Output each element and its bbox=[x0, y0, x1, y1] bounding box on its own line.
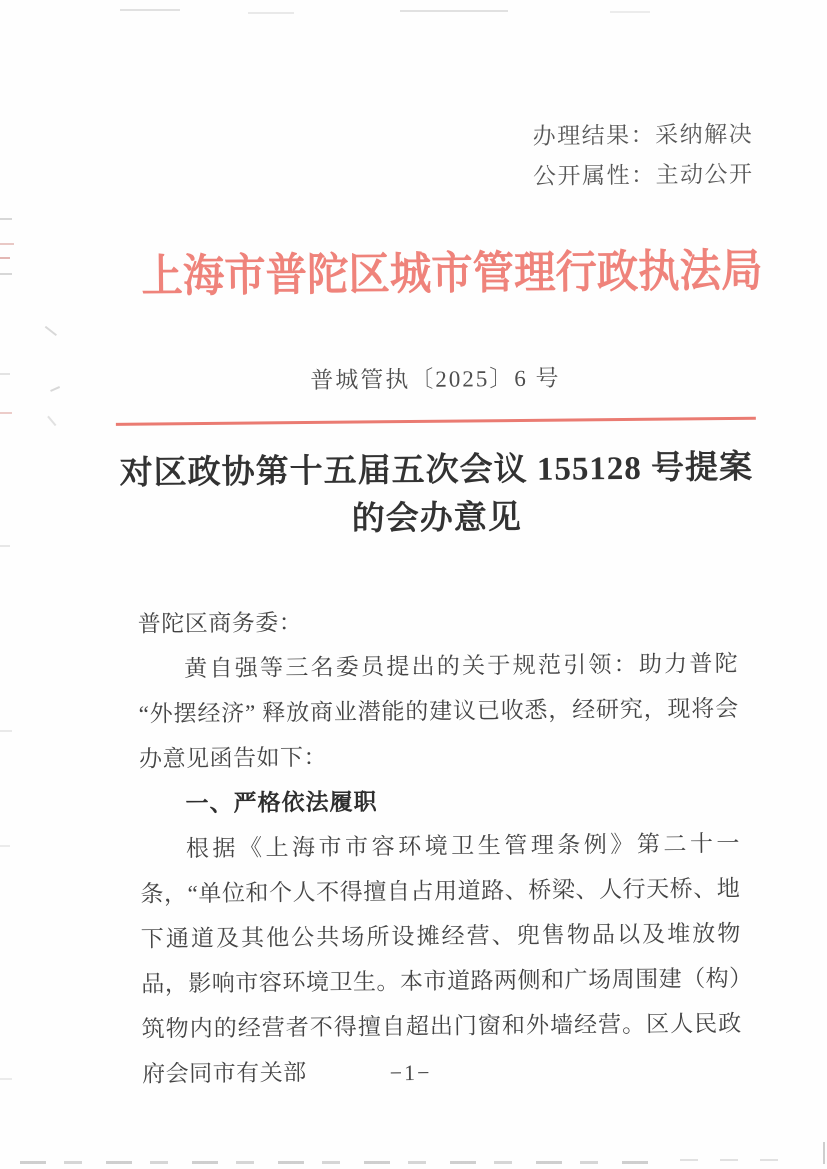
document-title-line2: 的会办意见 bbox=[351, 500, 522, 538]
red-divider-line bbox=[116, 417, 756, 426]
document-number: 普城管执〔2025〕6 号 bbox=[310, 365, 561, 394]
meta-block bbox=[113, 115, 754, 201]
page-number: −1− bbox=[389, 1059, 432, 1086]
body-paragraph: 黄自强等三名委员提出的关于规范引领：助力普陀 “外摆经济” 释放商业潜能的建议已收悉，经研究，现将会办意见函告如下： bbox=[138, 650, 739, 772]
salutation: 普陀区商务委： bbox=[137, 610, 303, 637]
publicity-attribute-line: 公开属性：主动公开 bbox=[532, 161, 754, 189]
document-title-line1: 对区政协第十五届五次会议 155128 号提案 bbox=[119, 449, 754, 492]
agency-masthead bbox=[114, 245, 763, 304]
document-title bbox=[116, 444, 757, 546]
agency-name: 上海市普陀区城市管理行政执法局 bbox=[141, 245, 763, 302]
section-heading: 一、严格依法履职 bbox=[185, 789, 378, 817]
handling-result-line: 办理结果：采纳解决 bbox=[532, 121, 754, 149]
body-paragraph: 根据《上海市市容环境卫生管理条例》第二十一条，“单位和个人不得擅自占用道路、桥梁、人行天桥、地下通道及其他公共场所设摊经营、兜售物品以及堆放物品，影响市容环境卫生。本市道路两侧和广场周围建（构）筑物内的经营者不得擅自超出门窗和外墙经营。区人民政府会同市有关部 bbox=[140, 830, 742, 1087]
